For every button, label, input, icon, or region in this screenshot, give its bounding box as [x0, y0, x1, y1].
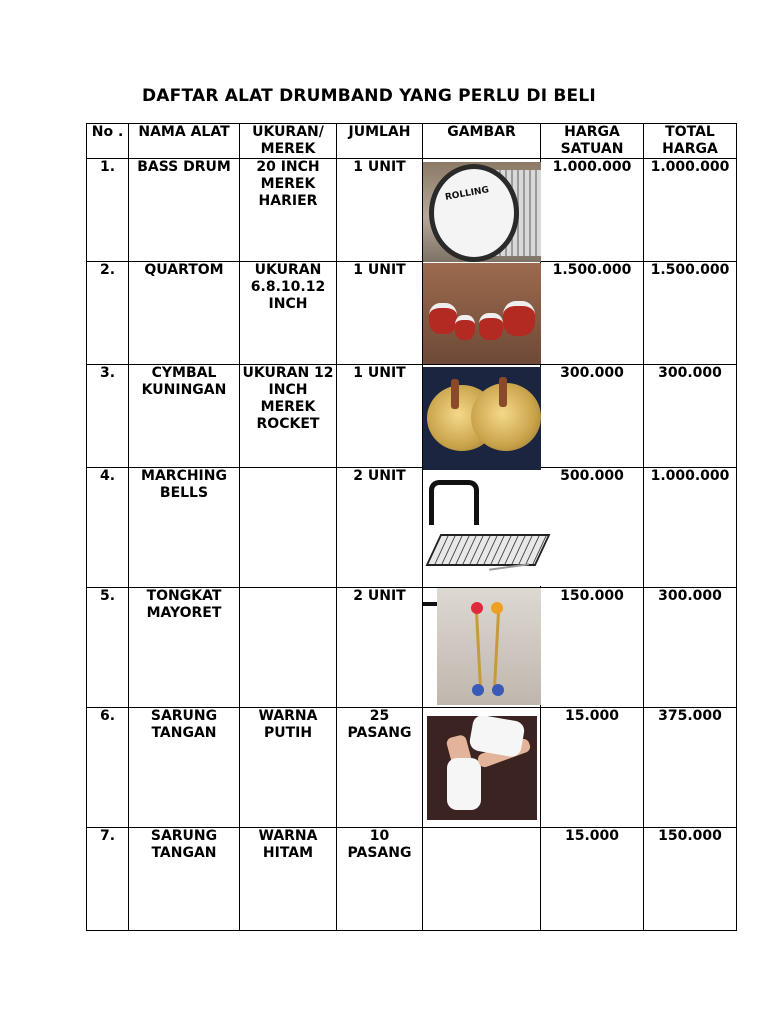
row-gambar [423, 159, 541, 262]
row-ukuran: WARNA HITAM [240, 828, 337, 931]
row-jumlah: 2 UNIT [337, 468, 423, 588]
row-total: 300.000 [644, 588, 737, 708]
row-ukuran: UKURAN 6.8.10.12 INCH [240, 262, 337, 365]
header-total-harga: TOTAL HARGA [644, 124, 737, 159]
row-harga: 15.000 [541, 708, 644, 828]
row-gambar [423, 588, 541, 708]
bass-drum-logo: ROLLING [444, 185, 490, 203]
row-no: 3. [87, 365, 129, 468]
header-jumlah: JUMLAH [337, 124, 423, 159]
row-total: 1.000.000 [644, 468, 737, 588]
row-harga: 150.000 [541, 588, 644, 708]
row-nama: TONGKAT MAYORET [129, 588, 240, 708]
row-jumlah: 25 PASANG [337, 708, 423, 828]
table-row [87, 828, 737, 931]
row-gambar [423, 468, 541, 588]
bass-drum-image [423, 162, 541, 262]
header-harga-satuan: HARGA SATUAN [541, 124, 644, 159]
tongkat-mayoret-image [437, 588, 541, 705]
sarung-tangan-image [427, 716, 537, 820]
row-total: 300.000 [644, 365, 737, 468]
row-jumlah: 1 UNIT [337, 365, 423, 468]
equipment-table [86, 123, 737, 931]
row-jumlah: 10 PASANG [337, 828, 423, 931]
row-ukuran: UKURAN 12 INCH MEREK ROCKET [240, 365, 337, 468]
marching-bells-image [423, 470, 541, 586]
row-no: 6. [87, 708, 129, 828]
row-ukuran [240, 588, 337, 708]
row-jumlah: 1 UNIT [337, 262, 423, 365]
table-row [87, 468, 737, 588]
row-gambar [423, 365, 541, 468]
row-nama: MARCHING BELLS [129, 468, 240, 588]
table-row [87, 262, 737, 365]
table-row [87, 588, 737, 708]
header-gambar: GAMBAR [423, 124, 541, 159]
row-no: 7. [87, 828, 129, 931]
table-header-row [87, 124, 737, 159]
row-harga: 1.000.000 [541, 159, 644, 262]
row-ukuran [240, 468, 337, 588]
row-gambar [423, 262, 541, 365]
row-harga: 500.000 [541, 468, 644, 588]
row-jumlah: 1 UNIT [337, 159, 423, 262]
row-nama: QUARTOM [129, 262, 240, 365]
table-row [87, 159, 737, 262]
row-no: 2. [87, 262, 129, 365]
row-nama: SARUNG TANGAN [129, 708, 240, 828]
row-ukuran: 20 INCH MEREK HARIER [240, 159, 337, 262]
row-total: 1.000.000 [644, 159, 737, 262]
row-harga: 15.000 [541, 828, 644, 931]
table-row [87, 708, 737, 828]
row-nama: CYMBAL KUNINGAN [129, 365, 240, 468]
cymbal-image [423, 367, 541, 471]
row-harga: 1.500.000 [541, 262, 644, 365]
row-total: 150.000 [644, 828, 737, 931]
quartom-image [423, 263, 541, 364]
page-title: DAFTAR ALAT DRUMBAND YANG PERLU DI BELI [142, 86, 596, 106]
row-jumlah: 2 UNIT [337, 588, 423, 708]
row-no: 5. [87, 588, 129, 708]
row-total: 375.000 [644, 708, 737, 828]
table-row [87, 365, 737, 468]
row-total: 1.500.000 [644, 262, 737, 365]
row-gambar [423, 828, 541, 931]
header-ukuran-merek: UKURAN/ MEREK [240, 124, 337, 159]
row-nama: SARUNG TANGAN [129, 828, 240, 931]
row-ukuran: WARNA PUTIH [240, 708, 337, 828]
row-no: 1. [87, 159, 129, 262]
row-gambar [423, 708, 541, 828]
row-nama: BASS DRUM [129, 159, 240, 262]
header-nama-alat: NAMA ALAT [129, 124, 240, 159]
row-no: 4. [87, 468, 129, 588]
row-harga: 300.000 [541, 365, 644, 468]
header-no: No . [87, 124, 129, 159]
